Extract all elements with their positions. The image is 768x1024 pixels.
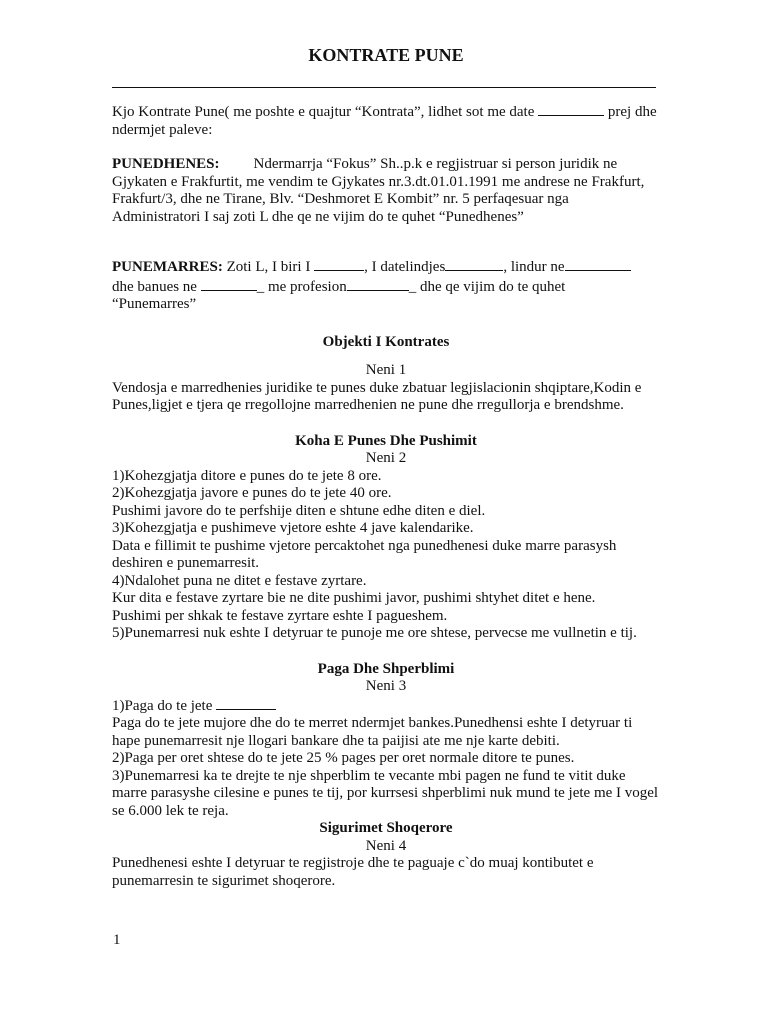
clause-line: Kur dita e festave zyrtare bie ne dite pushimi javor, pushimi shtyhet ditet e hene. xyxy=(112,590,596,606)
objekti-text: Vendosja e marredhenies juridike te punes duke zbatuar legjislacionin shqiptare,Kodin e Punes,ligjet e tjera qe rregollojne marredhenien ne pune dhe rregullorja e brendshme. xyxy=(112,379,642,413)
koha-lines xyxy=(112,468,660,643)
employee-text-6: _ dhe qe vijim do te quhet xyxy=(408,278,566,295)
section-heading-paga: Paga Dhe Shperblimi xyxy=(317,660,455,677)
sigurimet-text: Punedhenesi eshte I detyruar te regjistroje dhe te paguaje c`do muaj kontibutet e punemarresin te sigurimet shoqerore. xyxy=(112,855,594,889)
clause-line: 2)Paga per oret shtese do te jete 25 % pages per oret normale ditore te punes. xyxy=(112,750,575,766)
intro-text: Kjo Kontrate Pune( me poshte e quajtur “Kontrata”, lidhet sot me date xyxy=(112,104,539,120)
employee-text-1: Zoti L, I biri I xyxy=(222,259,315,275)
paga-lines xyxy=(112,715,660,820)
section-heading-koha: Koha E Punes Dhe Pushimit xyxy=(295,432,477,449)
profession-blank xyxy=(347,277,409,291)
clause-line: 4)Ndalohet puna ne ditet e festave zyrtare. xyxy=(112,572,367,589)
section-heading-objekti: Objekti I Kontrates xyxy=(322,333,450,350)
employee-text-2: , I datelindjes xyxy=(364,259,446,275)
employer-label: PUNEDHENES: xyxy=(112,156,220,172)
employer-text: Ndermarrja “Fokus” Sh..p.k e regjistruar si person juridik ne Gjykaten e Frakfurtit, me vendim te Gjykates nr.3.dt.01.01.1991 me andrese ne Frakfurt, Frakfurt/3, dhe ne Tirane, Blv. “Deshmoret E Kombit” nr. 5 perfaqesuar nga Administratori I saj zoti L dhe qe ne vijim do te quhet “Punedhenes” xyxy=(112,156,645,225)
clause-line: Pushimi javore do te perfshije diten e shtune edhe diten e diel. xyxy=(112,502,486,519)
employee-text-7: “Punemarres” xyxy=(112,296,197,312)
intro-paragraph xyxy=(112,102,660,139)
title-rule xyxy=(112,87,656,88)
salary-blank xyxy=(216,696,276,710)
father-name-blank xyxy=(314,257,364,271)
employee-label: PUNEMARRES: xyxy=(112,259,223,275)
document-page xyxy=(112,44,660,890)
neni-3: Neni 3 xyxy=(365,678,407,694)
clause-line: 3)Punemarresi ka te drejte te nje shperblim te vecante mbi pagen ne fund te vitit duke marre parasyshe cilesine e punes te tij, por kurrsesi shperblimi nuk mund te jete me I vogel se 6.000 lek te reja. xyxy=(112,767,659,819)
employee-paragraph xyxy=(112,257,660,314)
birthplace-blank xyxy=(565,257,631,271)
employee-text-3: , lindur ne xyxy=(503,259,565,275)
clause-line: Pushimi per shkak te festave zyrtare eshte I pagueshem. xyxy=(112,607,448,624)
clause-line: 1)Kohezgjatja ditore e punes do te jete 8 ore. xyxy=(112,467,382,484)
date-blank xyxy=(538,102,604,116)
birthdate-blank xyxy=(445,257,503,271)
clause-line: 3)Kohezgjatja e pushimeve vjetore eshte 4 jave kalendarike. xyxy=(112,520,474,536)
neni-1: Neni 1 xyxy=(365,362,407,378)
clause-line: 2)Kohezgjatja javore e punes do te jete 40 ore. xyxy=(112,485,392,501)
paga-line-1-text: 1)Paga do te jete xyxy=(112,697,217,714)
clause-line: 5)Punemarresi nuk eshte I detyruar te punoje me ore shtese, pervecse me vullnetin e tij. xyxy=(112,625,637,641)
employee-text-5: _ me profesion xyxy=(256,278,347,295)
page-number: 1 xyxy=(113,932,121,948)
clause-line: Paga do te jete mujore dhe do te merret ndermjet bankes.Punedhensi eshte I detyruar ti hape punemarresit nje llogari bankare dhe ta paijisi ate me nje karte debiti. xyxy=(112,715,633,749)
clause-line: Data e fillimit te pushime vjetore percaktohet nga punedhenesi duke marre parasysh deshiren e punemarresit. xyxy=(112,537,617,571)
document-title: KONTRATE PUNE xyxy=(308,45,464,65)
neni-4: Neni 4 xyxy=(365,837,407,854)
employer-paragraph xyxy=(112,156,660,226)
paga-line-1 xyxy=(112,696,660,716)
residence-blank xyxy=(201,277,257,291)
neni-2: Neni 2 xyxy=(365,450,407,466)
section-heading-sigurimet: Sigurimet Shoqerore xyxy=(319,820,453,836)
intro-text-end: prej dhe ndermjet paleve: xyxy=(112,104,657,138)
employee-text-4: dhe banues ne xyxy=(112,278,201,295)
